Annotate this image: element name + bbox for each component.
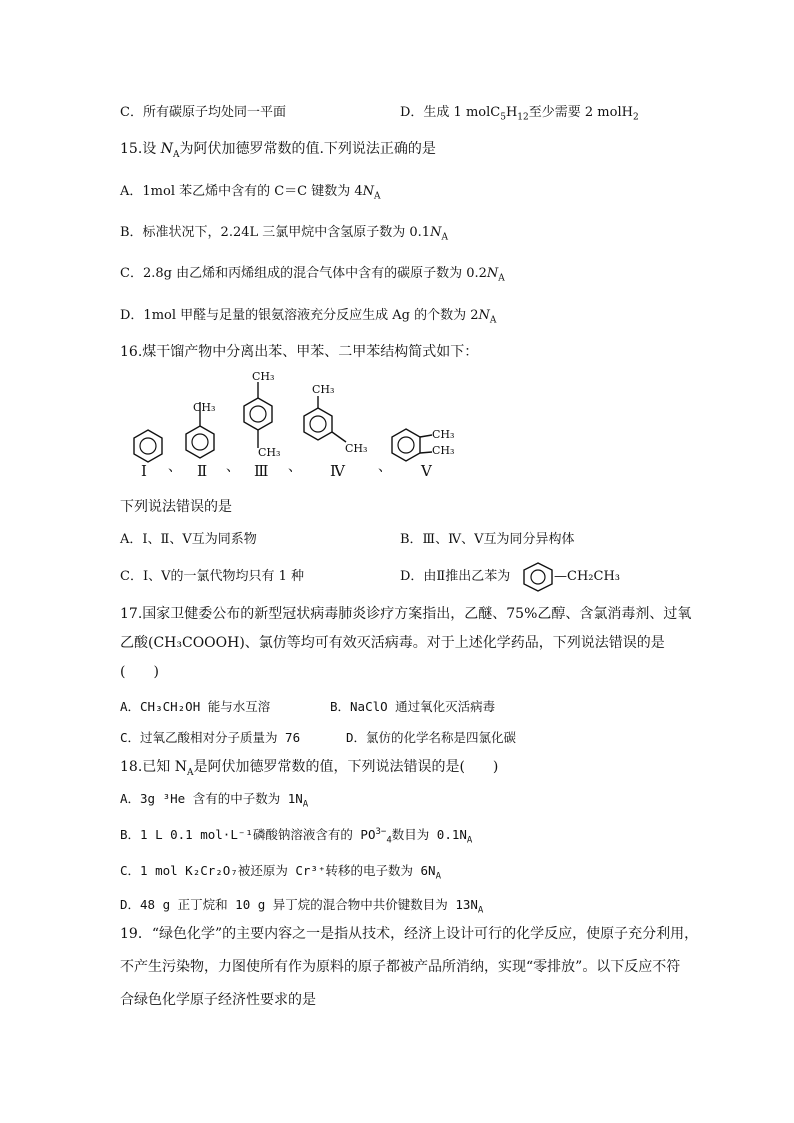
q14-option-d: D．生成 1 $molC_5H_{12}$至少需要 2 molH$_2$ [400, 105, 639, 123]
q16-option-b: B．Ⅲ、Ⅳ、Ⅴ互为同分异构体 [400, 532, 575, 547]
separator: 、 [168, 459, 182, 475]
label-III: Ⅲ [254, 462, 269, 480]
q17-stem-line2: 乙酸(CH₃COOOH)、氯仿等均可有效灭活病毒。对于上述化学药品，下列说法错误的是 [120, 635, 665, 651]
q17-option-d: D．氯仿的化学名称是四氯化碳 [346, 730, 517, 745]
ch3-label: CH₃ [312, 383, 335, 396]
q18-option-d: D．48 g 正丁烷和 10 g 异丁烷的混合物中共价键数目为 $13N_A$ [120, 897, 484, 916]
q17-stem-line1: 17.国家卫健委公布的新型冠状病毒肺炎诊疗方案指出，乙醚、75%乙醇、含氯消毒剂、过氧 [120, 606, 692, 622]
label-V: Ⅴ [421, 462, 432, 480]
q14-option-c: C．所有碳原子均处同一平面 [120, 105, 286, 120]
ch3-label: CH₃ [345, 442, 368, 455]
q15-option-b: B．标准状况下，2.24L 三氯甲烷中含氢原子数为 $0.1N_A$ [120, 225, 448, 243]
ch3-label: CH₃ [258, 446, 281, 459]
q17-option-a: A．CH₃CH₂OH 能与水互溶 [120, 699, 271, 714]
ch3-label: CH₃ [252, 370, 275, 383]
label-II: Ⅱ [197, 462, 208, 480]
ethyl-group-label: —CH₂CH₃ [554, 569, 620, 584]
benzene-ring-icon [522, 562, 554, 592]
separator: 、 [378, 459, 392, 475]
q17-answer-paren: ( ) [120, 664, 159, 680]
q19-stem-line3: 合绿色化学原子经济性要求的是 [120, 992, 316, 1008]
q15-stem: 15.设 $N_A$为阿伏加德罗常数的值.下列说法正确的是 [120, 141, 436, 160]
q15-option-c: C．2.8g 由乙烯和丙烯组成的混合气体中含有的碳原子数为 $0.2N_A$ [120, 266, 505, 284]
q16-option-a: A．Ⅰ、Ⅱ、Ⅴ互为同系物 [120, 532, 257, 547]
q19-stem-line1: 19．“绿色化学”的主要内容之一是指从技术，经济上设计可行的化学反应，使原子充分利用， [120, 926, 699, 942]
q17-option-b: B．NaClO 通过氧化灭活病毒 [330, 699, 496, 714]
ch3-label: CH₃ [193, 401, 216, 414]
ch3-label: CH₃ [432, 428, 455, 441]
q16-option-d: D．由Ⅱ推出乙苯为 [400, 569, 511, 584]
label-IV: Ⅳ [330, 462, 345, 480]
q18-stem: 18.已知 $N_A$是阿伏加德罗常数的值，下列说法错误的是( ) [120, 759, 499, 778]
separator: 、 [226, 459, 240, 475]
ch3-label: CH₃ [432, 444, 455, 457]
q15-option-d: D．1mol 甲醛与足量的银氨溶液充分反应生成 Ag 的个数为 $2N_A$ [120, 308, 497, 326]
label-I: Ⅰ [141, 462, 147, 480]
q16-question: 下列说法错误的是 [120, 499, 232, 515]
q15-option-a: A．1mol 苯乙烯中含有的 C＝C 键数为 $4N_A$ [120, 184, 381, 202]
q18-option-b: B．1 L 0.1 mol·L⁻¹磷酸钠溶液含有的 $PO^{3-}_4$数目为 $0.1N_A$ [120, 826, 473, 846]
benzene-structure [132, 428, 164, 464]
separator: 、 [288, 459, 302, 475]
q16-stem: 16.煤干馏产物中分离出苯、甲苯、二甲苯结构简式如下： [120, 344, 479, 360]
q16-option-c: C．Ⅰ、Ⅴ的一氯代物均只有 1 种 [120, 569, 305, 584]
o-xylene-structure [390, 426, 438, 464]
q17-option-c: C．过氧乙酸相对分子质量为 76 [120, 730, 301, 745]
q18-option-a: A．3g ³He 含有的中子数为 $1N_A$ [120, 791, 309, 810]
q19-stem-line2: 不产生污染物，力图使所有作为原料的原子都被产品所消纳，实现“零排放”。以下反应不符 [120, 959, 681, 975]
q18-option-c: C．1 mol K₂Cr₂O₇被还原为 Cr³⁺转移的电子数为 $6N_A$ [120, 863, 441, 882]
